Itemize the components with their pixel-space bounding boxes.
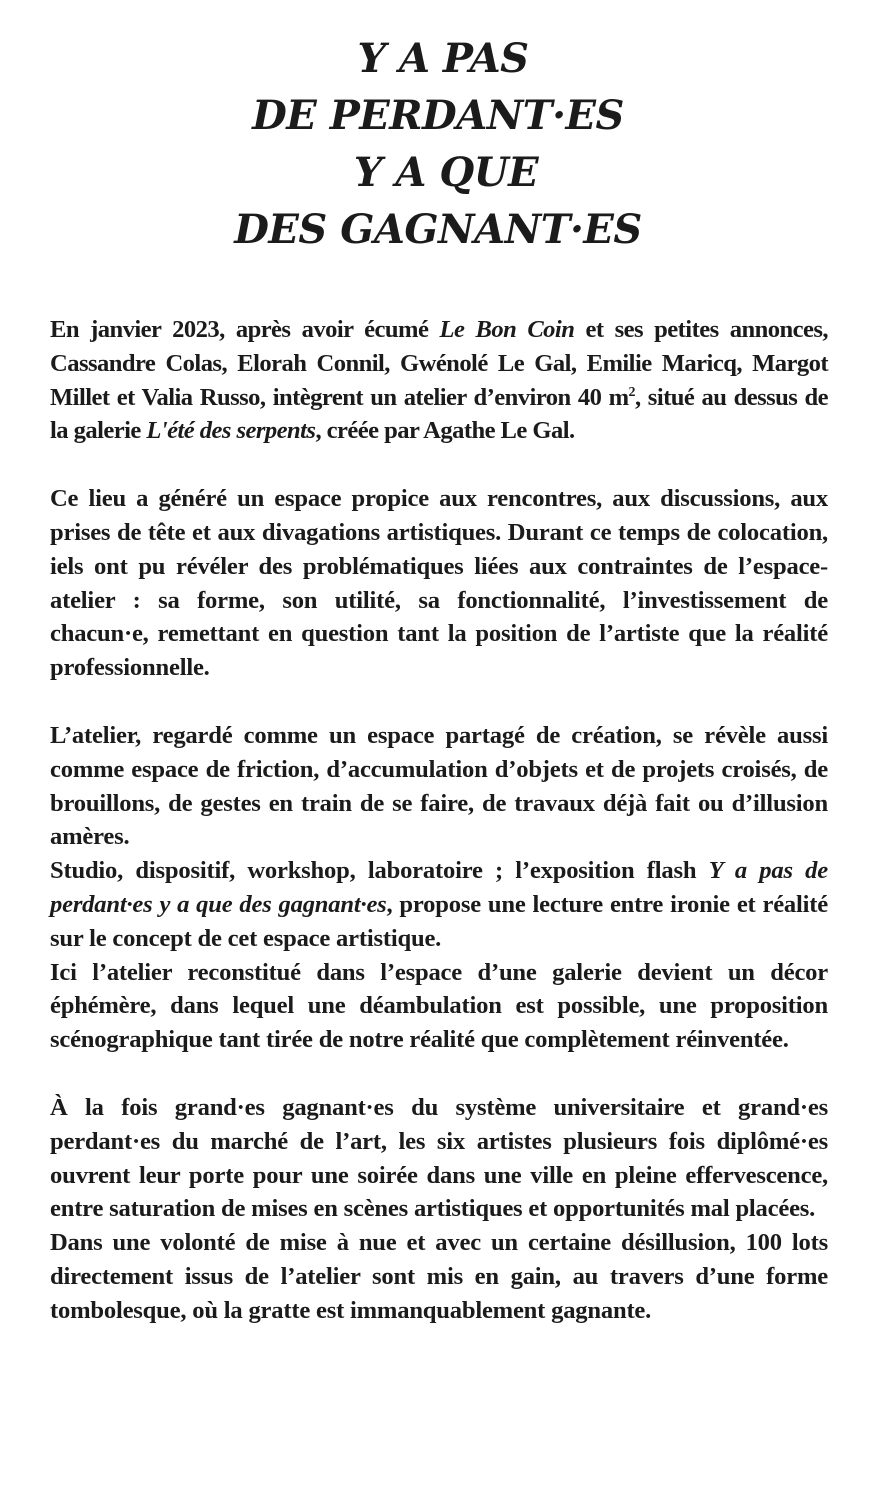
paragraph-intro-text-2: et ses petites annonces, Cassandre Colas, Elorah Connil, Gwénolé Le Gal, Emilie Maricq, Margot Millet et Valia Russo, intègrent un atelier d’environ 40 m [50, 316, 828, 411]
paragraph-intro-text-1: En janvier 2023, après avoir écumé [50, 316, 440, 343]
title-line-3: Y A QUE [353, 149, 539, 196]
superscript-squared: 2 [628, 384, 635, 400]
paragraph-exposition-text-2: , propose une lecture entre ironie et réalité sur le concept de cet espace artistique. [50, 890, 828, 952]
paragraph-tombola: Dans une volonté de mise à nue et avec un certaine désillusion, 100 lots directement issus de l’atelier sont mis en gain, au travers d’une forme tombolesque, où la gratte est immanquablement gagnante. [50, 1229, 828, 1324]
paragraph-artistes: À la fois grand·es gagnant·es du système universitaire et grand·es perdant·es du marché de l’art, les six artistes plusieurs fois diplômé·es ouvrent leur porte pour une soirée dans une ville en pleine effervescence, entre saturation de mises en scènes artistiques et opportunités mal placées. [50, 1093, 828, 1223]
paragraph-atelier: L’atelier, regardé comme un espace partagé de création, se révèle aussi comme espace de friction, d’accumulation d’objets et de projets croisés, de brouillons, de gestes en train de se faire, de travaux déjà fait ou d’illusion amères. [50, 721, 828, 851]
paragraph-exposition [50, 854, 828, 955]
paragraph-exposition-title: Y a pas de perdant·es y a que des gagnant·es [50, 857, 828, 918]
paragraph-spacer [50, 685, 828, 719]
paragraph-spacer [50, 1057, 828, 1091]
page-title [0, 30, 876, 258]
title-line-2: DE PERDANT·ES [252, 92, 624, 139]
paragraph-intro-gallery-name: L'été des serpents [146, 417, 316, 445]
paragraph-intro-text-3: , situé au dessus de la galerie [50, 383, 828, 445]
paragraph-intro-title-le-bon-coin: Le Bon Coin [439, 316, 575, 343]
paragraph-intro [50, 313, 828, 448]
title-line-1: Y A PAS [357, 35, 529, 82]
body-text [50, 313, 828, 1328]
title-line-4: DES GAGNANT·ES [234, 206, 642, 253]
paragraph-lieu: Ce lieu a généré un espace propice aux rencontres, aux discussions, aux prises de tête et aux divagations artistiques. Durant ce temps de colocation, iels ont pu révéler des problématiques liées aux contraintes de l’espace-atelier : sa forme, son utilité, sa fonctionnalité, l’investissement de chacun·e, remettant en question tant la position de l’artiste que la réalité professionnelle. [50, 485, 828, 682]
paragraph-decor: Ici l’atelier reconstitué dans l’espace d’une galerie devient un décor éphémère, dans lequel une déambulation est possible, une proposition scénographique tant tirée de notre réalité que complètement réinventée. [50, 958, 828, 1054]
paragraph-intro-text-4: , créée par Agathe Le Gal. [315, 417, 575, 445]
paragraph-exposition-text-1: Studio, dispositif, workshop, laboratoire ; l’exposition flash [50, 857, 709, 885]
paragraph-spacer [50, 448, 828, 482]
